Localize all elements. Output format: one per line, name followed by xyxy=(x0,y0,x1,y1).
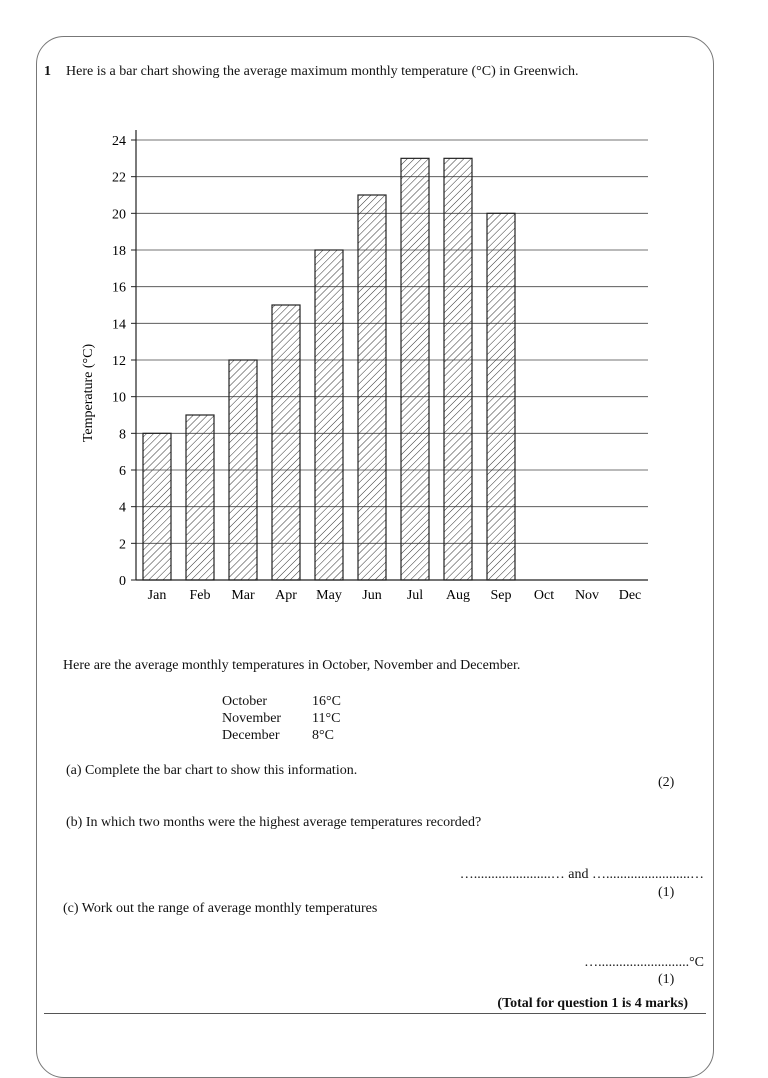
y-tick-label: 0 xyxy=(119,574,126,589)
y-tick-label: 18 xyxy=(112,244,126,259)
x-tick-label: Aug xyxy=(445,588,471,603)
part-c-text: (c) Work out the range of average monthly temperatures xyxy=(63,901,378,916)
bars xyxy=(143,158,515,580)
bar-feb xyxy=(186,415,214,580)
question-text: Here is a bar chart showing the average maximum monthly temperature (°C) in Greenwich. xyxy=(66,64,579,79)
intro-text: Here are the average monthly temperatures in October, November and December. xyxy=(63,658,521,673)
y-tick-label: 8 xyxy=(119,427,126,443)
table-row xyxy=(222,727,341,744)
x-tick-label: Apr xyxy=(275,588,297,603)
table-month: December xyxy=(222,728,280,743)
part-a-marks: (2) xyxy=(658,775,675,790)
y-tick-label: 6 xyxy=(119,464,126,479)
part-c-marks: (1) xyxy=(658,972,675,987)
table-temp: 11°C xyxy=(312,711,341,726)
bar-may xyxy=(315,250,343,580)
bar-jun xyxy=(358,195,386,580)
y-tick-label: 10 xyxy=(112,390,126,406)
y-tick-label: 12 xyxy=(112,354,126,369)
part-b-marks: (1) xyxy=(658,885,675,900)
total-marks: (Total for question 1 is 4 marks) xyxy=(497,996,688,1011)
x-tick-label: Jan xyxy=(147,588,167,603)
part-b-text: (b) In which two months were the highest average temperatures recorded? xyxy=(66,815,482,830)
y-tick-label: 22 xyxy=(112,170,126,186)
table-temp: 16°C xyxy=(312,694,341,709)
x-tick-label: Dec xyxy=(618,588,642,603)
table-row xyxy=(222,693,341,710)
bar-jul xyxy=(401,158,429,580)
bar-apr xyxy=(272,305,300,580)
x-tick-label: Nov xyxy=(574,588,600,603)
bar-sep xyxy=(487,213,515,580)
y-tick-label: 4 xyxy=(119,500,126,516)
y-tick-label: 24 xyxy=(112,134,126,149)
table-row xyxy=(222,710,341,727)
temperature-table xyxy=(222,693,341,744)
y-axis-label: Temperature (°C) xyxy=(81,343,96,443)
part-c-answer-line[interactable]: …..........................°C xyxy=(584,955,704,970)
x-tick-label: Oct xyxy=(533,588,555,603)
bar-aug xyxy=(444,158,472,580)
y-tick-label: 16 xyxy=(112,280,126,296)
question-number: 1 xyxy=(44,64,51,79)
table-temp: 8°C xyxy=(312,728,334,743)
table-month: October xyxy=(222,694,268,709)
x-tick-label: May xyxy=(316,588,342,603)
bar-jan xyxy=(143,433,171,580)
y-tick-label: 2 xyxy=(119,537,126,553)
x-tick-label: Mar xyxy=(231,588,255,603)
x-tick-label: Jul xyxy=(406,588,424,603)
x-tick-label: Sep xyxy=(490,588,512,603)
x-tick-label: Feb xyxy=(189,588,211,603)
bottom-rule xyxy=(44,1013,706,1014)
x-tick-label: Jun xyxy=(362,588,382,603)
part-a-text: (a) Complete the bar chart to show this information. xyxy=(66,763,358,778)
y-tick-label: 14 xyxy=(112,317,126,333)
table-month: November xyxy=(222,711,282,726)
y-tick-label: 20 xyxy=(112,207,126,223)
bar-mar xyxy=(229,360,257,580)
part-b-answer-line[interactable]: …......................… and …........................… xyxy=(459,867,704,882)
